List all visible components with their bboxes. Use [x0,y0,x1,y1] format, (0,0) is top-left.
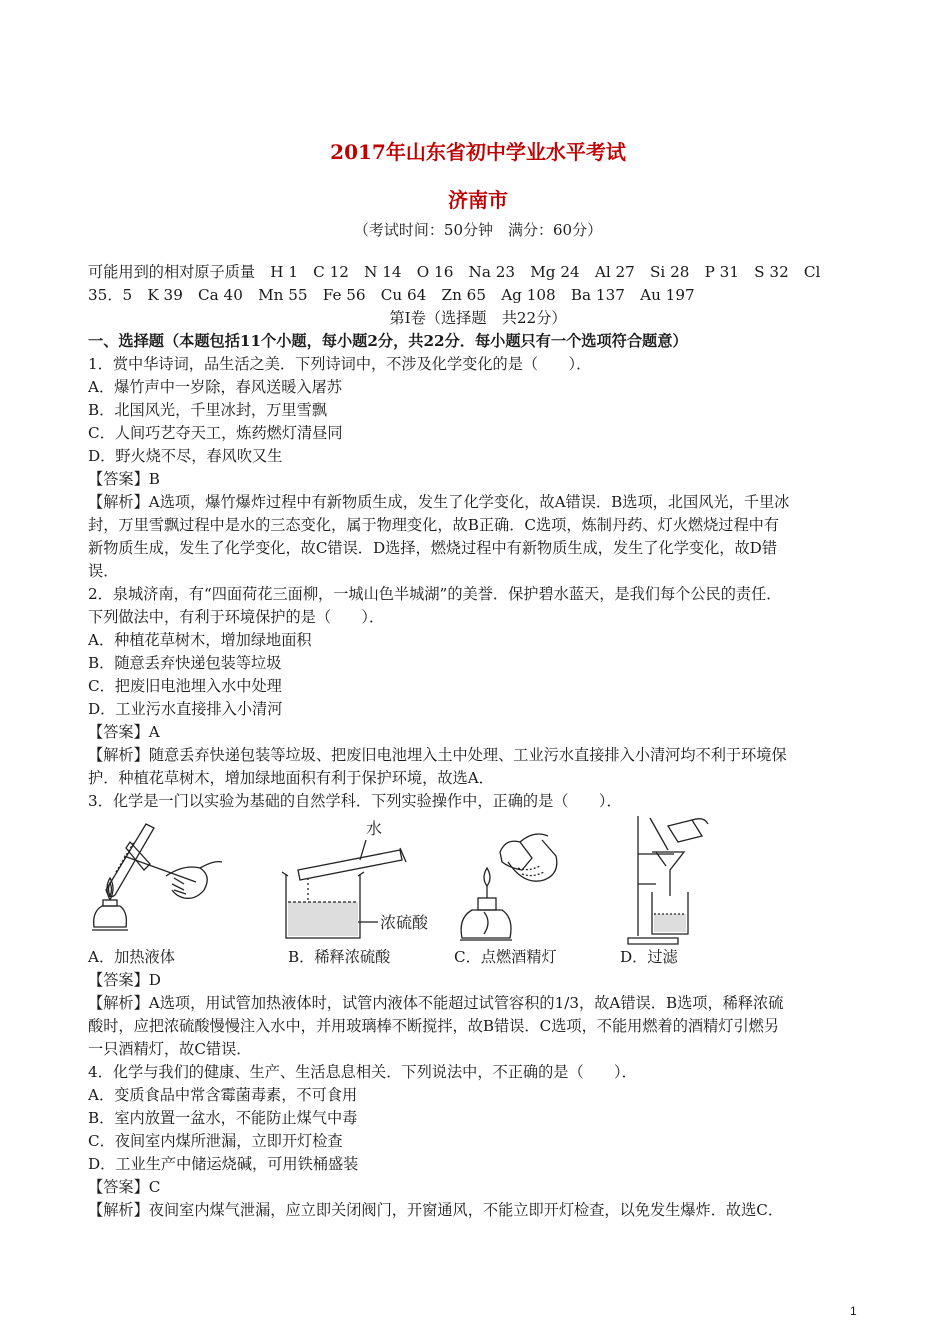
volume-title: 第Ⅰ卷（选择题 共22分） [389,309,567,327]
q1-option-d: D．野火烧不尽，春风吹又生 [88,447,283,465]
section-title: 一、选择题（本题包括11个小题，每小题2分，共22分．每小题只有一个选项符合题意） [88,332,688,350]
q2-option-c: C．把废旧电池埋入水中处理 [88,677,282,695]
q4-option-b: B．室内放置一盆水，不能防止煤气中毒 [88,1109,358,1127]
q4-option-d: D．工业生产中储运烧碱，可用铁桶盛装 [88,1155,359,1173]
q1-analysis-1: 【解析】A选项，爆竹爆炸过程中有新物质生成，发生了化学变化，故A错误．B选项，北国风光，千里冰 [88,493,790,511]
q3-analysis-2: 酸时，应把浓硫酸慢慢注入水中，并用玻璃棒不断搅拌，故B错误．C选项，不能用燃着的酒精灯引燃另 [88,1017,780,1035]
q3-option-captions [88,946,868,969]
q2-answer: 【答案】A [88,723,160,741]
q1-analysis-3: 新物质生成，发生了化学变化，故C错误．D选择，燃烧过程中有新物质生成，发生了化学变化，故D错 [88,539,778,557]
q3-stem: 3．化学是一门以实验为基础的自然学科．下列实验操作中，正确的是（ ）． [88,792,622,810]
content-top [88,261,868,813]
water-label: 水 [366,819,383,838]
figure-alcohol-lamp [448,812,598,952]
q1-stem: 1．赏中华诗词，品生活之美．下列诗词中，不涉及化学变化的是（ ）． [88,355,592,373]
figure-diluting-acid [268,812,438,952]
q3-analysis-1: 【解析】A选项，用试管加热液体时，试管内液体不能超过试管容积的1/3，故A错误．B选项，稀释浓硫 [88,994,784,1012]
q3-option-c: C．点燃酒精灯 [454,948,557,966]
content-bottom [88,969,868,1222]
q4-answer: 【答案】C [88,1178,161,1196]
q4-stem: 4．化学与我们的健康、生产、生活息息相关．下列说法中，不正确的是（ ）． [88,1063,637,1081]
acid-label: 浓硫酸 [380,913,429,932]
q1-option-b: B．北国风光，千里冰封，万里雪飘 [88,401,327,419]
q1-option-c: C．人间巧艺夺天工，炼药燃灯清昼同 [88,424,343,442]
q2-option-b: B．随意丢弃快递包装等垃圾 [88,654,282,672]
q2-analysis-2: 护．种植花草树木，增加绿地面积有利于保护环境，故选A． [88,769,494,787]
q1-analysis-2: 封，万里雪飘过程中是水的三态变化，属于物理变化，故B正确．C选项，炼制丹药、灯火燃烧过程中有 [88,516,780,534]
figure-heating-liquid [88,812,228,952]
q2-analysis-1: 【解析】随意丢弃快递包装等垃圾、把废旧电池埋入土中处理、工业污水直接排入小清河均不利于环境保 [88,746,787,764]
atomic-masses-line-2: 35．5 K 39 Ca 40 Mn 55 Fe 56 Cu 64 Zn 65 Ag 108 Ba 137 Au 197 [88,286,695,304]
q1-option-a: A．爆竹声中一岁除，春风送暖入屠苏 [88,378,342,396]
q1-answer: 【答案】B [88,470,160,488]
city-title: 济南市 [448,188,508,212]
exam-info: （考试时间：50分钟 满分：60分） [353,221,603,239]
q2-stem-2: 下列做法中，有利于环境保护的是（ ）． [88,608,385,626]
q2-option-a: A．种植花草树木，增加绿地面积 [88,631,312,649]
q2-stem-1: 2．泉城济南，有“四面荷花三面柳，一城山色半城湖”的美誉．保护碧水蓝天，是我们每个公民的责任． [88,585,782,603]
q4-option-a: A．变质食品中常含霉菌毒素，不可食用 [88,1086,358,1104]
exam-title: 2017年山东省初中学业水平考试 [330,140,626,164]
q3-option-a: A．加热液体 [88,948,175,966]
atomic-masses-line-1: 可能用到的相对原子质量 H 1 C 12 N 14 O 16 Na 23 Mg 24 Al 27 Si 28 P 31 S 32 Cl [88,263,821,281]
figure-filtration [608,812,738,952]
q3-answer: 【答案】D [88,971,161,989]
q2-option-d: D．工业污水直接排入小清河 [88,700,283,718]
q1-analysis-4: 误． [88,562,119,580]
q3-analysis-3: 一只酒精灯，故C错误． [88,1040,252,1058]
q4-option-c: C．夜间室内煤所泄漏，立即开灯检查 [88,1132,343,1150]
q3-figures [88,812,868,952]
q3-option-d: D．过滤 [620,948,678,966]
page-number: 1 [850,1304,857,1318]
q3-option-b: B．稀释浓硫酸 [288,948,391,966]
q4-analysis-1: 【解析】夜间室内煤气泄漏，应立即关闭阀门，开窗通风，不能立即开灯检查，以免发生爆炸．故选C． [88,1201,784,1219]
